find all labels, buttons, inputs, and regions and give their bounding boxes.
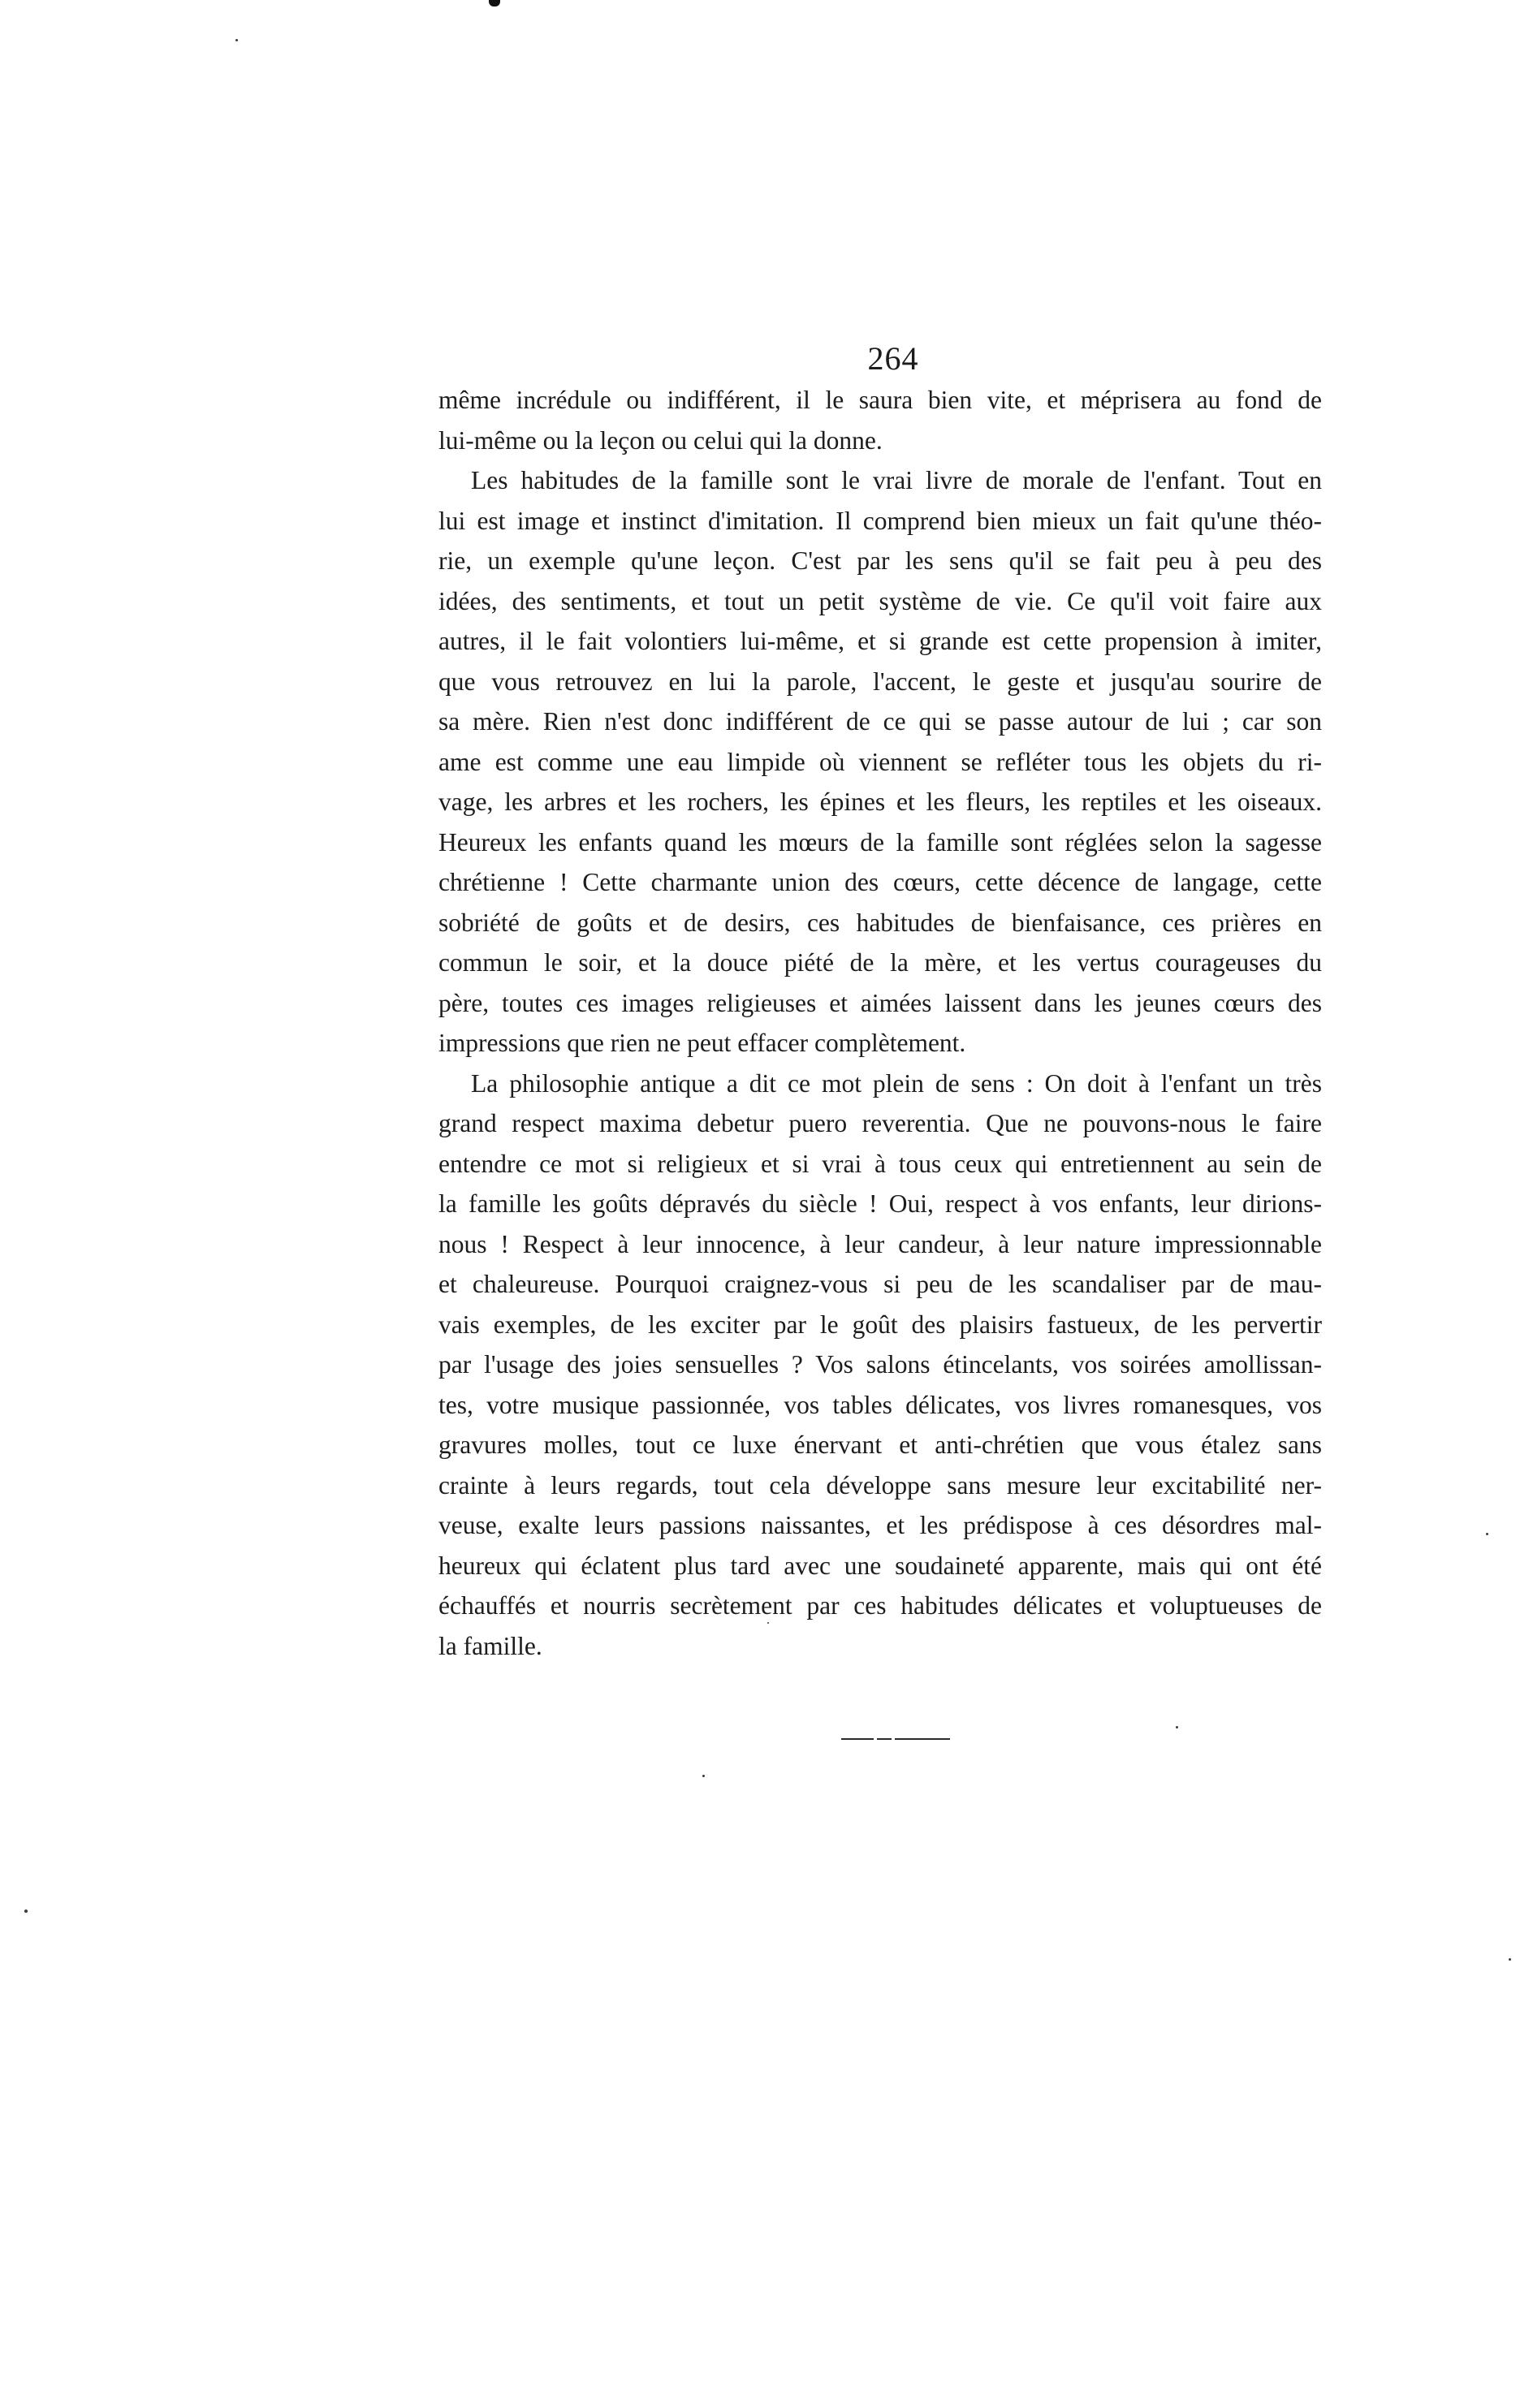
text-line: gravures molles, tout ce luxe énervant et anti-chrétien que vous étalez sans (438, 1431, 1322, 1459)
text-line: ame est comme une eau limpide où viennent se refléter tous les objets du ri- (438, 747, 1322, 776)
text-line: rie, un exemple qu'une leçon. C'est par les sens qu'il se fait peu à peu des (438, 546, 1322, 575)
text-line: entendre ce mot si religieux et si vrai à tous ceux qui entretiennent au sein de (438, 1149, 1322, 1178)
ink-mark (489, 0, 500, 6)
text-line: nous ! Respect à leur innocence, à leur candeur, à leur nature impressionnable (438, 1229, 1322, 1258)
text-line: La philosophie antique a dit ce mot plein de sens : On doit à l'enfant un très (471, 1068, 1322, 1098)
text-line: sa mère. Rien n'est donc indifférent de ce qui se passe autour de lui ; car son (438, 707, 1322, 736)
text-line: par l'usage des joies sensuelles ? Vos salons étincelants, vos soirées amollissan- (438, 1350, 1322, 1379)
text-line: tes, votre musique passionnée, vos tables délicates, vos livres romanesques, vos (438, 1390, 1322, 1419)
text-line: même incrédule ou indifférent, il le saura bien vite, et méprisera au fond de (438, 386, 1322, 414)
text-line: Heureux les enfants quand les mœurs de la famille sont réglées selon la sagesse (438, 827, 1322, 857)
text-line: crainte à leurs regards, tout cela développe sans mesure leur excitabilité ner- (438, 1470, 1322, 1500)
scan-speck (235, 39, 238, 41)
scan-speck (767, 1622, 769, 1624)
text-line: lui est image et instinct d'imitation. Il comprend bien mieux un fait qu'une théo- (438, 506, 1322, 535)
text-line: grand respect maxima debetur puero reverentia. Que ne pouvons-nous le faire (438, 1109, 1322, 1137)
text-line: vage, les arbres et les rochers, les épines et les fleurs, les reptiles et les oiseaux. (438, 788, 1322, 816)
text-line: père, toutes ces images religieuses et aimées laissent dans les jeunes cœurs des (438, 988, 1322, 1017)
text-line: vais exemples, de les exciter par le goût des plaisirs fastueux, de les pervertir (438, 1310, 1322, 1339)
text-line: la famille. (438, 1631, 542, 1660)
scan-speck (24, 1910, 28, 1913)
text-line: sobriété de goûts et de desirs, ces habitudes de bienfaisance, ces prières en (438, 908, 1322, 937)
end-ornament-rule (841, 1737, 950, 1741)
page-number: 264 (867, 340, 919, 377)
text-line: lui-même ou la leçon ou celui qui la donne. (438, 425, 883, 455)
text-line: et chaleureuse. Pourquoi craignez-vous si peu de les scandaliser par de mau- (438, 1270, 1322, 1298)
text-line: veuse, exalte leurs passions naissantes, et les prédispose à ces désordres mal- (438, 1511, 1322, 1539)
body-text (438, 380, 1322, 1666)
text-line: impressions que rien ne peut effacer complètement. (438, 1029, 966, 1057)
text-line: heureux qui éclatent plus tard avec une soudaineté apparente, mais qui ont été (438, 1551, 1322, 1580)
text-line: autres, il le fait volontiers lui-même, et si grande est cette propension à imiter, (438, 627, 1322, 655)
scan-speck (1509, 1958, 1511, 1961)
scan-speck (702, 1775, 705, 1777)
text-line: commun le soir, et la douce piété de la mère, et les vertus courageuses du (438, 948, 1322, 977)
text-line: chrétienne ! Cette charmante union des cœurs, cette décence de langage, cette (438, 868, 1322, 896)
text-line: idées, des sentiments, et tout un petit système de vie. Ce qu'il voit faire aux (438, 586, 1322, 615)
scan-speck (1486, 1533, 1488, 1535)
text-line: que vous retrouvez en lui la parole, l'accent, le geste et jusqu'au sourire de (438, 667, 1322, 696)
text-line: la famille les goûts dépravés du siècle ! Oui, respect à vos enfants, leur dirions- (438, 1189, 1322, 1218)
text-line: Les habitudes de la famille sont le vrai livre de morale de l'enfant. Tout en (471, 466, 1322, 494)
text-line: échauffés et nourris secrètement par ces habitudes délicates et voluptueuses de (438, 1591, 1322, 1620)
scan-speck (1176, 1726, 1178, 1728)
